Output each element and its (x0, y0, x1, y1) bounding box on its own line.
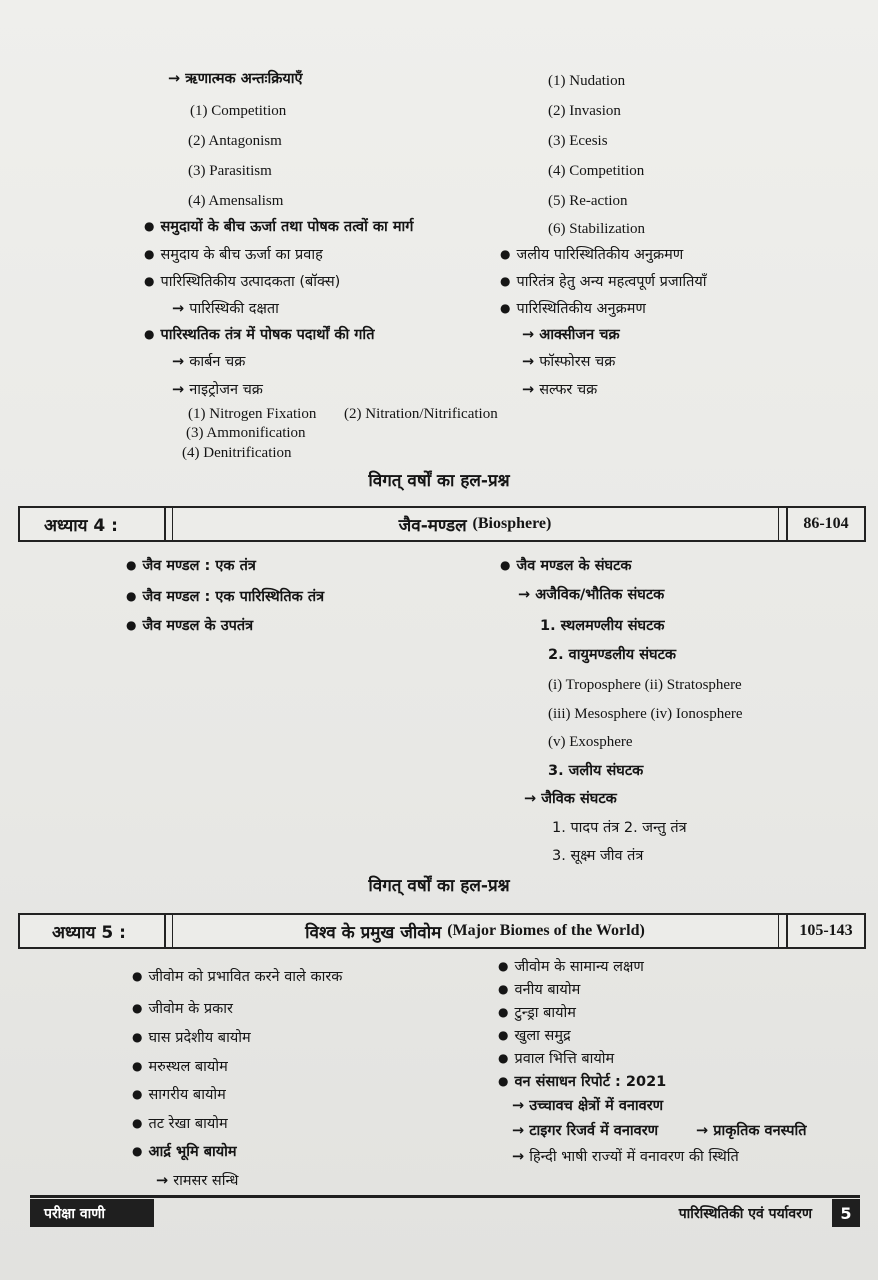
page-footer (30, 1195, 860, 1229)
bullet-item: ● जैव मण्डल के उपतंत्र (126, 617, 253, 635)
ramsar-convention: → रामसर सन्धि (156, 1172, 238, 1190)
chapter5-label: अध्याय 5 : (52, 922, 126, 943)
bullet-item: ● पारिस्थितिकीय उत्पादकता (बॉक्स) (144, 273, 340, 291)
chapter4-band (18, 506, 866, 542)
chapter4-title: जैव-मण्डल (Biosphere) (398, 515, 552, 536)
interaction-item: (4) Amensalism (188, 193, 284, 209)
footer-page-number: 5 (832, 1199, 860, 1227)
divider (778, 913, 779, 949)
nitrogen-item: (1) Nitrogen Fixation (188, 406, 317, 422)
sulphur-cycle: → सल्फर चक्र (522, 381, 597, 399)
chapter4-label: अध्याय 4 : (44, 515, 118, 536)
succession-step: (6) Stabilization (548, 221, 646, 237)
bullet-item: ● जीवोम के सामान्य लक्षण (498, 958, 644, 976)
footer-publisher: परीक्षा वाणी (30, 1199, 154, 1227)
previous-years-heading: विगत् वर्षों का हल-प्रश्न (368, 471, 510, 491)
bullet-item: ● मरुस्थल बायोम (132, 1058, 228, 1076)
interaction-item: (1) Competition (190, 103, 287, 119)
bullet-item: ● खुला समुद्र (498, 1027, 571, 1045)
carbon-cycle: → कार्बन चक्र (172, 353, 245, 371)
interaction-item: (3) Parasitism (188, 163, 272, 179)
bullet-item: ● सागरीय बायोम (132, 1086, 226, 1104)
negative-interactions-heading: → ऋणात्मक अन्तःक्रियाएँ (168, 70, 303, 88)
succession-step: (4) Competition (548, 163, 645, 179)
bullet-item: ● समुदाय के बीच ऊर्जा का प्रवाह (144, 246, 323, 264)
biotic-components: → जैविक संघटक (524, 790, 617, 808)
ecological-efficiency: → पारिस्थिकी दक्षता (172, 300, 279, 318)
bullet-item: ● समुदायों के बीच ऊर्जा तथा पोषक तत्वों का मार्ग (144, 218, 413, 236)
bullet-item: ● आर्द्र भूमि बायोम (132, 1143, 237, 1161)
divider (164, 506, 166, 542)
bullet-item: ● टुन्ड्रा बायोम (498, 1004, 576, 1022)
interaction-item: (2) Antagonism (188, 133, 282, 149)
biotic-items: 3. सूक्ष्म जीव तंत्र (552, 848, 644, 864)
atmosphere-item: 2. वायुमण्डलीय संघटक (548, 647, 677, 663)
biosphere-components: ● जैव मण्डल के संघटक (500, 557, 632, 575)
footer-subject: पारिस्थितिकी एवं पर्यावरण (678, 1205, 812, 1222)
hindi-states-forest-cover: → हिन्दी भाषी राज्यों में वनावरण की स्थिति (512, 1148, 739, 1166)
succession-step: (3) Ecesis (548, 133, 608, 149)
bullet-item: ● वन संसाधन रिपोर्ट : 2021 (498, 1073, 666, 1091)
bullet-item: ● पारिस्थतिक तंत्र में पोषक पदार्थों की गति (144, 326, 374, 344)
bullet-item: ● पारिस्थितिकीय अनुक्रमण (500, 300, 646, 318)
nitrogen-item: (2) Nitration/Nitrification (344, 406, 498, 422)
phosphorus-cycle: → फॉस्फोरस चक्र (522, 353, 615, 371)
hydrosphere-item: 3. जलीय संघटक (548, 763, 644, 779)
bullet-item: ● जीवोम के प्रकार (132, 1000, 233, 1018)
chapter4-pages: 86-104 (803, 515, 849, 532)
bullet-item: ● पारितंत्र हेतु अन्य महत्वपूर्ण प्रजातियाँ (500, 273, 707, 291)
succession-step: (2) Invasion (548, 103, 621, 119)
succession-step: (5) Re-action (548, 193, 628, 209)
bullet-item: ● वनीय बायोम (498, 981, 580, 999)
footer-rule (30, 1195, 860, 1198)
natural-vegetation: → प्राकृतिक वनस्पति (696, 1122, 807, 1140)
bullet-item: ● जीवोम को प्रभावित करने वाले कारक (132, 968, 342, 986)
divider (164, 913, 166, 949)
chapter5-title: विश्व के प्रमुख जीवोम (Major Biomes of the World) (305, 922, 645, 943)
relief-forest-cover: → उच्चावच क्षेत्रों में वनावरण (512, 1097, 663, 1115)
succession-step: (1) Nudation (548, 73, 626, 89)
bullet-item: ● तट रेखा बायोम (132, 1115, 228, 1133)
atmosphere-layers: (i) Troposphere (ii) Stratosphere (548, 677, 742, 693)
bullet-item: ● जैव मण्डल : एक तंत्र (126, 557, 256, 575)
bullet-item: ● जलीय पारिस्थितिकीय अनुक्रमण (500, 246, 683, 264)
previous-years-heading: विगत् वर्षों का हल-प्रश्न (368, 876, 510, 896)
abiotic-components: → अजैविक/भौतिक संघटक (518, 586, 664, 604)
tiger-reserve-forest-cover: → टाइगर रिजर्व में वनावरण (512, 1122, 658, 1140)
nitrogen-item: (3) Ammonification (186, 425, 306, 441)
nitrogen-item: (4) Denitrification (182, 445, 292, 461)
bullet-item: ● प्रवाल भित्ति बायोम (498, 1050, 614, 1068)
bullet-item: ● घास प्रदेशीय बायोम (132, 1029, 251, 1047)
nitrogen-cycle: → नाइट्रोजन चक्र (172, 381, 263, 399)
atmosphere-layers: (v) Exosphere (548, 734, 633, 750)
chapter5-pages: 105-143 (799, 922, 853, 939)
lithosphere-item: 1. स्थलमण्लीय संघटक (540, 618, 665, 634)
chapter5-band (18, 913, 866, 949)
oxygen-cycle: → आक्सीजन चक्र (522, 326, 620, 344)
biotic-items: 1. पादप तंत्र 2. जन्तु तंत्र (552, 820, 687, 836)
divider (778, 506, 779, 542)
bullet-item: ● जैव मण्डल : एक पारिस्थितिक तंत्र (126, 588, 324, 606)
atmosphere-layers: (iii) Mesosphere (iv) Ionosphere (548, 706, 743, 722)
